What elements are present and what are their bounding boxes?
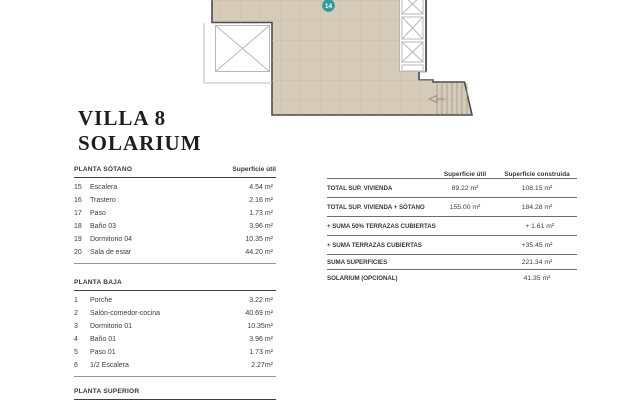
- table-row: 3 Dormitorio 01 10.35m²: [74, 323, 273, 330]
- table-row: 15 Escalera 4.54 m²: [74, 184, 273, 191]
- column-header-util: Superficie útil: [443, 171, 487, 178]
- table-row: 4 Baño 01 3.96 m²: [74, 336, 273, 343]
- table-row: 5 Paso 01 1.73 m²: [74, 349, 273, 356]
- floor-plan: [0, 0, 630, 122]
- totals-row: TOTAL SUP. VIVIENDA 89.22 m² 108.15 m²: [327, 179, 577, 198]
- room-area-tables: [74, 163, 276, 400]
- totals-row: SUMA SUPERFICIES 221.34 m²: [327, 255, 577, 270]
- table-row: 19 Dormitorio 04 10.35 m²: [74, 236, 273, 243]
- totals-row: + SUMA TERRAZAS CUBIERTAS +35.45 m²: [327, 236, 577, 255]
- title-line2: SOLARIUM: [78, 131, 202, 155]
- svg-text:14: 14: [324, 3, 333, 11]
- page-title: [78, 106, 202, 156]
- totals-row: TOTAL SUP. VIVIENDA + SÓTANO 155.00 m² 184.28 m²: [327, 198, 577, 217]
- skylight-crossed-box: [216, 26, 270, 72]
- table-row: 6 1/2 Escalera 2.27m²: [74, 362, 273, 369]
- section-title: PLANTA BAJA: [74, 279, 122, 286]
- table-row: 16 Trastero 2.16 m²: [74, 197, 273, 204]
- column-header-construida: Superficie construida: [504, 171, 570, 178]
- totals-header: [327, 157, 577, 179]
- totals-row: SOLARIUM (OPCIONAL) 41.35 m²: [327, 274, 551, 282]
- totals-table: [327, 157, 577, 286]
- section-header-sotano: [74, 163, 276, 178]
- table-row: 17 Paso 1.73 m²: [74, 210, 273, 217]
- totals-row: + SUMA 50% TERRAZAS CUBIERTAS + 1.61 m²: [327, 217, 577, 236]
- section-header-baja: [74, 276, 276, 291]
- section-header-superior: [74, 385, 276, 400]
- section-title: PLANTA SUPERIOR: [74, 388, 140, 395]
- baja-rows: [74, 294, 276, 377]
- table-row: 20 Sala de estar 44.20 m²: [74, 249, 273, 256]
- title-line1: VILLA 8: [78, 106, 167, 130]
- table-row: 2 Salón-comedor-cocina 40.69 m²: [74, 310, 273, 317]
- pergola-louvers: [400, 0, 426, 72]
- table-row: 1 Porche 3.22 m²: [74, 297, 273, 304]
- sotano-rows: [74, 181, 276, 264]
- section-title: PLANTA SÓTANO: [74, 166, 133, 173]
- table-row: 18 Baño 03 3.96 m²: [74, 223, 273, 230]
- column-header-util: Superficie útil: [232, 166, 276, 173]
